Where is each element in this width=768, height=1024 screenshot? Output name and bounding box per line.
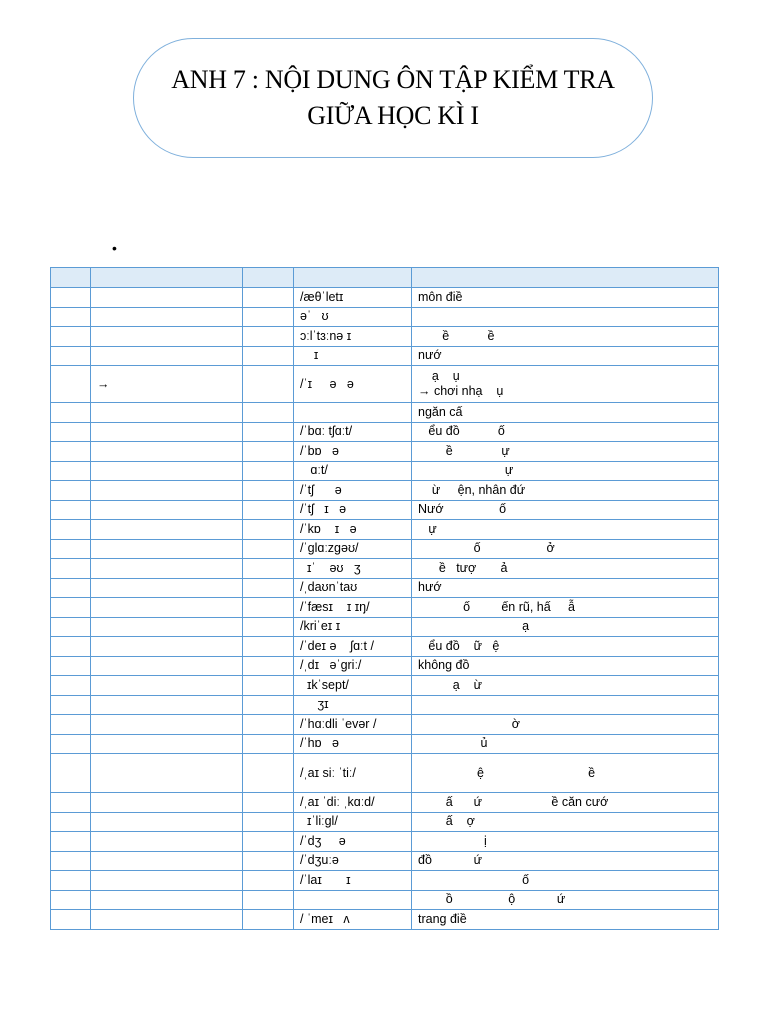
cell-no bbox=[51, 307, 91, 327]
cell-meaning: ạ bbox=[412, 617, 719, 637]
table-row bbox=[51, 754, 719, 793]
cell-no bbox=[51, 871, 91, 891]
cell-meaning: ấ ợ bbox=[412, 812, 719, 832]
cell-no bbox=[51, 910, 91, 930]
cell-word bbox=[91, 734, 243, 754]
cell-meaning: ự bbox=[412, 461, 719, 481]
cell-type bbox=[243, 559, 294, 579]
cell-no bbox=[51, 559, 91, 579]
table-row bbox=[51, 403, 719, 423]
cell-no bbox=[51, 422, 91, 442]
table-row bbox=[51, 910, 719, 930]
table-row bbox=[51, 559, 719, 579]
cell-no bbox=[51, 598, 91, 618]
cell-meaning: ểu đồ ữ ệ bbox=[412, 637, 719, 657]
cell-type bbox=[243, 695, 294, 715]
cell-meaning: ị bbox=[412, 832, 719, 852]
cell-pronunciation: ɪkˈsept/ bbox=[294, 676, 412, 696]
cell-pronunciation: /ˈtʃ ɪ ə bbox=[294, 500, 412, 520]
cell-pronunciation: ɑːt/ bbox=[294, 461, 412, 481]
cell-word bbox=[91, 520, 243, 540]
cell-meaning bbox=[412, 307, 719, 327]
meaning-line-2: ệ ề bbox=[418, 765, 596, 780]
cell-type bbox=[243, 715, 294, 735]
cell-type bbox=[243, 422, 294, 442]
cell-word bbox=[91, 890, 243, 910]
cell-word bbox=[91, 403, 243, 423]
cell-meaning: ạ ừ bbox=[412, 676, 719, 696]
cell-word bbox=[91, 539, 243, 559]
header-cell-type bbox=[243, 268, 294, 288]
cell-type bbox=[243, 890, 294, 910]
cell-meaning: nướ bbox=[412, 346, 719, 366]
cell-pronunciation: / ˈmeɪ ʌ bbox=[294, 910, 412, 930]
table-row bbox=[51, 637, 719, 657]
cell-pronunciation bbox=[294, 403, 412, 423]
table-row bbox=[51, 851, 719, 871]
page-title-line-2: GIỮA HỌC KÌ I bbox=[307, 101, 479, 130]
cell-meaning: môn điề bbox=[412, 288, 719, 308]
cell-no bbox=[51, 734, 91, 754]
table-row bbox=[51, 812, 719, 832]
cell-pronunciation: /ˌdɪ əˈgriː/ bbox=[294, 656, 412, 676]
cell-pronunciation: /ˌaɪ siː ˈtiː/ bbox=[294, 754, 412, 793]
table-row bbox=[51, 578, 719, 598]
cell-type bbox=[243, 598, 294, 618]
cell-no bbox=[51, 520, 91, 540]
cell-meaning: hướ bbox=[412, 578, 719, 598]
cell-no bbox=[51, 715, 91, 735]
cell-word bbox=[91, 442, 243, 462]
cell-pronunciation: /ˈɪ ə ə bbox=[294, 366, 412, 403]
cell-type bbox=[243, 461, 294, 481]
cell-no bbox=[51, 851, 91, 871]
cell-word bbox=[91, 656, 243, 676]
cell-type bbox=[243, 754, 294, 793]
cell-no bbox=[51, 346, 91, 366]
cell-no bbox=[51, 637, 91, 657]
cell-pronunciation: /æθˈletɪ bbox=[294, 288, 412, 308]
title-banner bbox=[133, 38, 653, 158]
cell-meaning: không đồ bbox=[412, 656, 719, 676]
cell-no bbox=[51, 403, 91, 423]
table-row bbox=[51, 422, 719, 442]
cell-meaning: ố ở bbox=[412, 539, 719, 559]
cell-no bbox=[51, 366, 91, 403]
cell-type bbox=[243, 734, 294, 754]
cell-type bbox=[243, 656, 294, 676]
cell-meaning: ờ bbox=[412, 715, 719, 735]
cell-type bbox=[243, 307, 294, 327]
cell-no bbox=[51, 539, 91, 559]
cell-type bbox=[243, 366, 294, 403]
cell-word bbox=[91, 832, 243, 852]
table-row bbox=[51, 442, 719, 462]
cell-word bbox=[91, 695, 243, 715]
cell-word bbox=[91, 578, 243, 598]
table-row bbox=[51, 481, 719, 501]
cell-type bbox=[243, 637, 294, 657]
page-title-line-1: ANH 7 : NỘI DUNG ÔN TẬP KIỂM TRA bbox=[171, 65, 615, 94]
cell-pronunciation: /ˌaɪ ˈdiː ˌkɑːd/ bbox=[294, 793, 412, 813]
table-row bbox=[51, 656, 719, 676]
cell-word bbox=[91, 676, 243, 696]
cell-pronunciation: /ˈdʒ ə bbox=[294, 832, 412, 852]
cell-meaning: trang điề bbox=[412, 910, 719, 930]
cell-meaning: ề ề bbox=[412, 327, 719, 347]
header-cell-word bbox=[91, 268, 243, 288]
meaning-line-2: → chơi nhạ ụ bbox=[418, 384, 504, 398]
table-row bbox=[51, 288, 719, 308]
cell-pronunciation: /ˈkɒ ɪ ə bbox=[294, 520, 412, 540]
cell-meaning: ấ ứ ề căn cướ bbox=[412, 793, 719, 813]
cell-meaning bbox=[412, 366, 719, 403]
cell-meaning: ố ến rũ, hấ ẫ bbox=[412, 598, 719, 618]
cell-word bbox=[91, 793, 243, 813]
cell-pronunciation: /ˈbɑː tʃɑːt/ bbox=[294, 422, 412, 442]
table-header-row bbox=[51, 268, 719, 288]
cell-type bbox=[243, 346, 294, 366]
cell-no bbox=[51, 617, 91, 637]
cell-no bbox=[51, 481, 91, 501]
cell-pronunciation: ɪˈliːgl/ bbox=[294, 812, 412, 832]
cell-no bbox=[51, 461, 91, 481]
cell-type bbox=[243, 617, 294, 637]
table-row bbox=[51, 676, 719, 696]
bullet-marker: • bbox=[112, 240, 117, 256]
cell-meaning: ủ bbox=[412, 734, 719, 754]
cell-no bbox=[51, 656, 91, 676]
table-row bbox=[51, 346, 719, 366]
cell-no bbox=[51, 754, 91, 793]
cell-type bbox=[243, 500, 294, 520]
cell-pronunciation: /ˈfæsɪ ɪ ɪŋ/ bbox=[294, 598, 412, 618]
cell-word bbox=[91, 346, 243, 366]
cell-word bbox=[91, 327, 243, 347]
table-row bbox=[51, 520, 719, 540]
cell-no bbox=[51, 832, 91, 852]
table-row bbox=[51, 871, 719, 891]
table-row bbox=[51, 598, 719, 618]
cell-no bbox=[51, 695, 91, 715]
table-row bbox=[51, 617, 719, 637]
cell-meaning: ố bbox=[412, 871, 719, 891]
cell-no bbox=[51, 812, 91, 832]
cell-word bbox=[91, 500, 243, 520]
table-row bbox=[51, 734, 719, 754]
cell-meaning: Nướ ố bbox=[412, 500, 719, 520]
cell-word bbox=[91, 851, 243, 871]
cell-word bbox=[91, 617, 243, 637]
cell-word bbox=[91, 598, 243, 618]
cell-word bbox=[91, 871, 243, 891]
cell-type bbox=[243, 327, 294, 347]
cell-word bbox=[91, 637, 243, 657]
cell-word bbox=[91, 910, 243, 930]
cell-type bbox=[243, 481, 294, 501]
cell-type bbox=[243, 442, 294, 462]
cell-type bbox=[243, 793, 294, 813]
cell-meaning: ừ ện, nhân đứ bbox=[412, 481, 719, 501]
cell-pronunciation: /ˈglɑːzgəʊ/ bbox=[294, 539, 412, 559]
table-row bbox=[51, 366, 719, 403]
cell-pronunciation: /ˈlaɪ ɪ bbox=[294, 871, 412, 891]
cell-word bbox=[91, 754, 243, 793]
table-row bbox=[51, 695, 719, 715]
cell-word bbox=[91, 307, 243, 327]
cell-pronunciation: ɪˈ əʊ ʒ bbox=[294, 559, 412, 579]
cell-pronunciation: /ˈdʒuːə bbox=[294, 851, 412, 871]
header-cell-meaning bbox=[412, 268, 719, 288]
cell-pronunciation: ɔːlˈtɜːnə ɪ bbox=[294, 327, 412, 347]
cell-no bbox=[51, 890, 91, 910]
cell-word bbox=[91, 288, 243, 308]
cell-no bbox=[51, 288, 91, 308]
cell-pronunciation: əˈ ʊ bbox=[294, 307, 412, 327]
cell-type bbox=[243, 403, 294, 423]
cell-type bbox=[243, 812, 294, 832]
cell-meaning: ngăn cấ bbox=[412, 403, 719, 423]
cell-pronunciation: /kriˈeɪ ɪ bbox=[294, 617, 412, 637]
cell-type bbox=[243, 578, 294, 598]
cell-meaning bbox=[412, 754, 719, 793]
table-row bbox=[51, 890, 719, 910]
cell-no bbox=[51, 578, 91, 598]
cell-meaning: ểu đồ ố bbox=[412, 422, 719, 442]
cell-type bbox=[243, 851, 294, 871]
cell-pronunciation: /ˈhɒ ə bbox=[294, 734, 412, 754]
cell-type bbox=[243, 676, 294, 696]
cell-pronunciation bbox=[294, 890, 412, 910]
cell-word bbox=[91, 559, 243, 579]
cell-pronunciation: /ˈdeɪ ə ʃɑːt / bbox=[294, 637, 412, 657]
cell-pronunciation: ɪ bbox=[294, 346, 412, 366]
cell-pronunciation: ʒɪ bbox=[294, 695, 412, 715]
cell-meaning: ề ự bbox=[412, 442, 719, 462]
table-row bbox=[51, 500, 719, 520]
cell-type bbox=[243, 910, 294, 930]
cell-meaning: ồ ộ ứ bbox=[412, 890, 719, 910]
table-row bbox=[51, 832, 719, 852]
header-cell-no bbox=[51, 268, 91, 288]
cell-word bbox=[91, 715, 243, 735]
cell-type bbox=[243, 520, 294, 540]
cell-type bbox=[243, 871, 294, 891]
table-row bbox=[51, 539, 719, 559]
cell-word bbox=[91, 481, 243, 501]
cell-type bbox=[243, 288, 294, 308]
cell-no bbox=[51, 442, 91, 462]
table-row bbox=[51, 715, 719, 735]
cell-meaning bbox=[412, 695, 719, 715]
table-row bbox=[51, 793, 719, 813]
cell-pronunciation: /ˈhɑːdli ˈevər / bbox=[294, 715, 412, 735]
meaning-line-1: ạ ụ bbox=[418, 369, 460, 383]
cell-word bbox=[91, 422, 243, 442]
cell-word bbox=[91, 461, 243, 481]
cell-no bbox=[51, 793, 91, 813]
cell-no bbox=[51, 500, 91, 520]
cell-no bbox=[51, 676, 91, 696]
cell-word bbox=[91, 812, 243, 832]
table-row bbox=[51, 307, 719, 327]
table-row bbox=[51, 327, 719, 347]
cell-word: → bbox=[91, 366, 243, 403]
cell-no bbox=[51, 327, 91, 347]
table-row bbox=[51, 461, 719, 481]
cell-pronunciation: /ˈbɒ ə bbox=[294, 442, 412, 462]
cell-pronunciation: /ˌdaʊnˈtaʊ bbox=[294, 578, 412, 598]
cell-meaning: ự bbox=[412, 520, 719, 540]
cell-meaning: ề tượ ả bbox=[412, 559, 719, 579]
cell-type bbox=[243, 832, 294, 852]
cell-pronunciation: /ˈtʃ ə bbox=[294, 481, 412, 501]
cell-meaning: đồ ứ bbox=[412, 851, 719, 871]
header-cell-pronunciation bbox=[294, 268, 412, 288]
vocabulary-table bbox=[50, 267, 719, 930]
cell-type bbox=[243, 539, 294, 559]
